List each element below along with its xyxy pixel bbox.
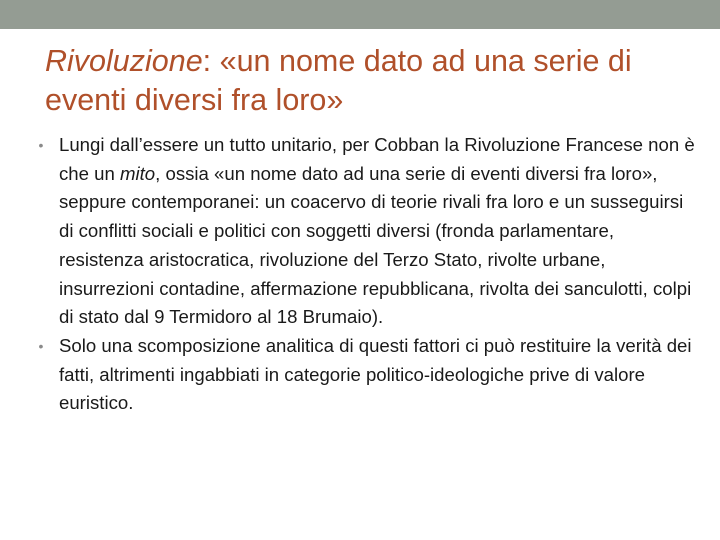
slide-title	[45, 42, 685, 120]
bullet-icon: •	[38, 137, 44, 153]
bullet-text-end: , ossia «un nome dato ad una serie di eventi diversi fra loro», seppure contemporanei: un coacervo di teorie rivali fra loro e un susseguirsi di conflitti sociali e politici con soggetti diversi (fronda parlamentare, resistenza aristocratica, rivoluzione del Terzo Stato, rivolte urbane, insurrezioni contadine, affermazione repubblicana, rivolta dei sanculotti, colpi di stato dal 9 Termidoro al 18 Brumaio).	[59, 162, 692, 328]
bullet-icon: •	[38, 337, 44, 354]
bullet-text-start: Lungi dall’essere un tutto unitario, per Cobban la Rivoluzione Francese non è che un	[59, 134, 695, 184]
slide-title-italic: Rivoluzione	[45, 44, 203, 78]
bullet-text-italic: mito	[120, 162, 156, 184]
slide-title-rest: : «un nome dato ad una serie di eventi diversi fra loro»	[45, 44, 632, 117]
top-accent-bar	[0, 0, 720, 29]
bullet-item-cobban	[30, 131, 695, 332]
bullet-item-analysis	[30, 332, 695, 418]
bullet-list	[30, 131, 695, 418]
bullet-text: Solo una scomposizione analitica di questi fattori ci può restituire la verità dei fatti, altrimenti ingabbiati in categorie politico-ideologiche prive di valore euristico.	[59, 334, 692, 414]
